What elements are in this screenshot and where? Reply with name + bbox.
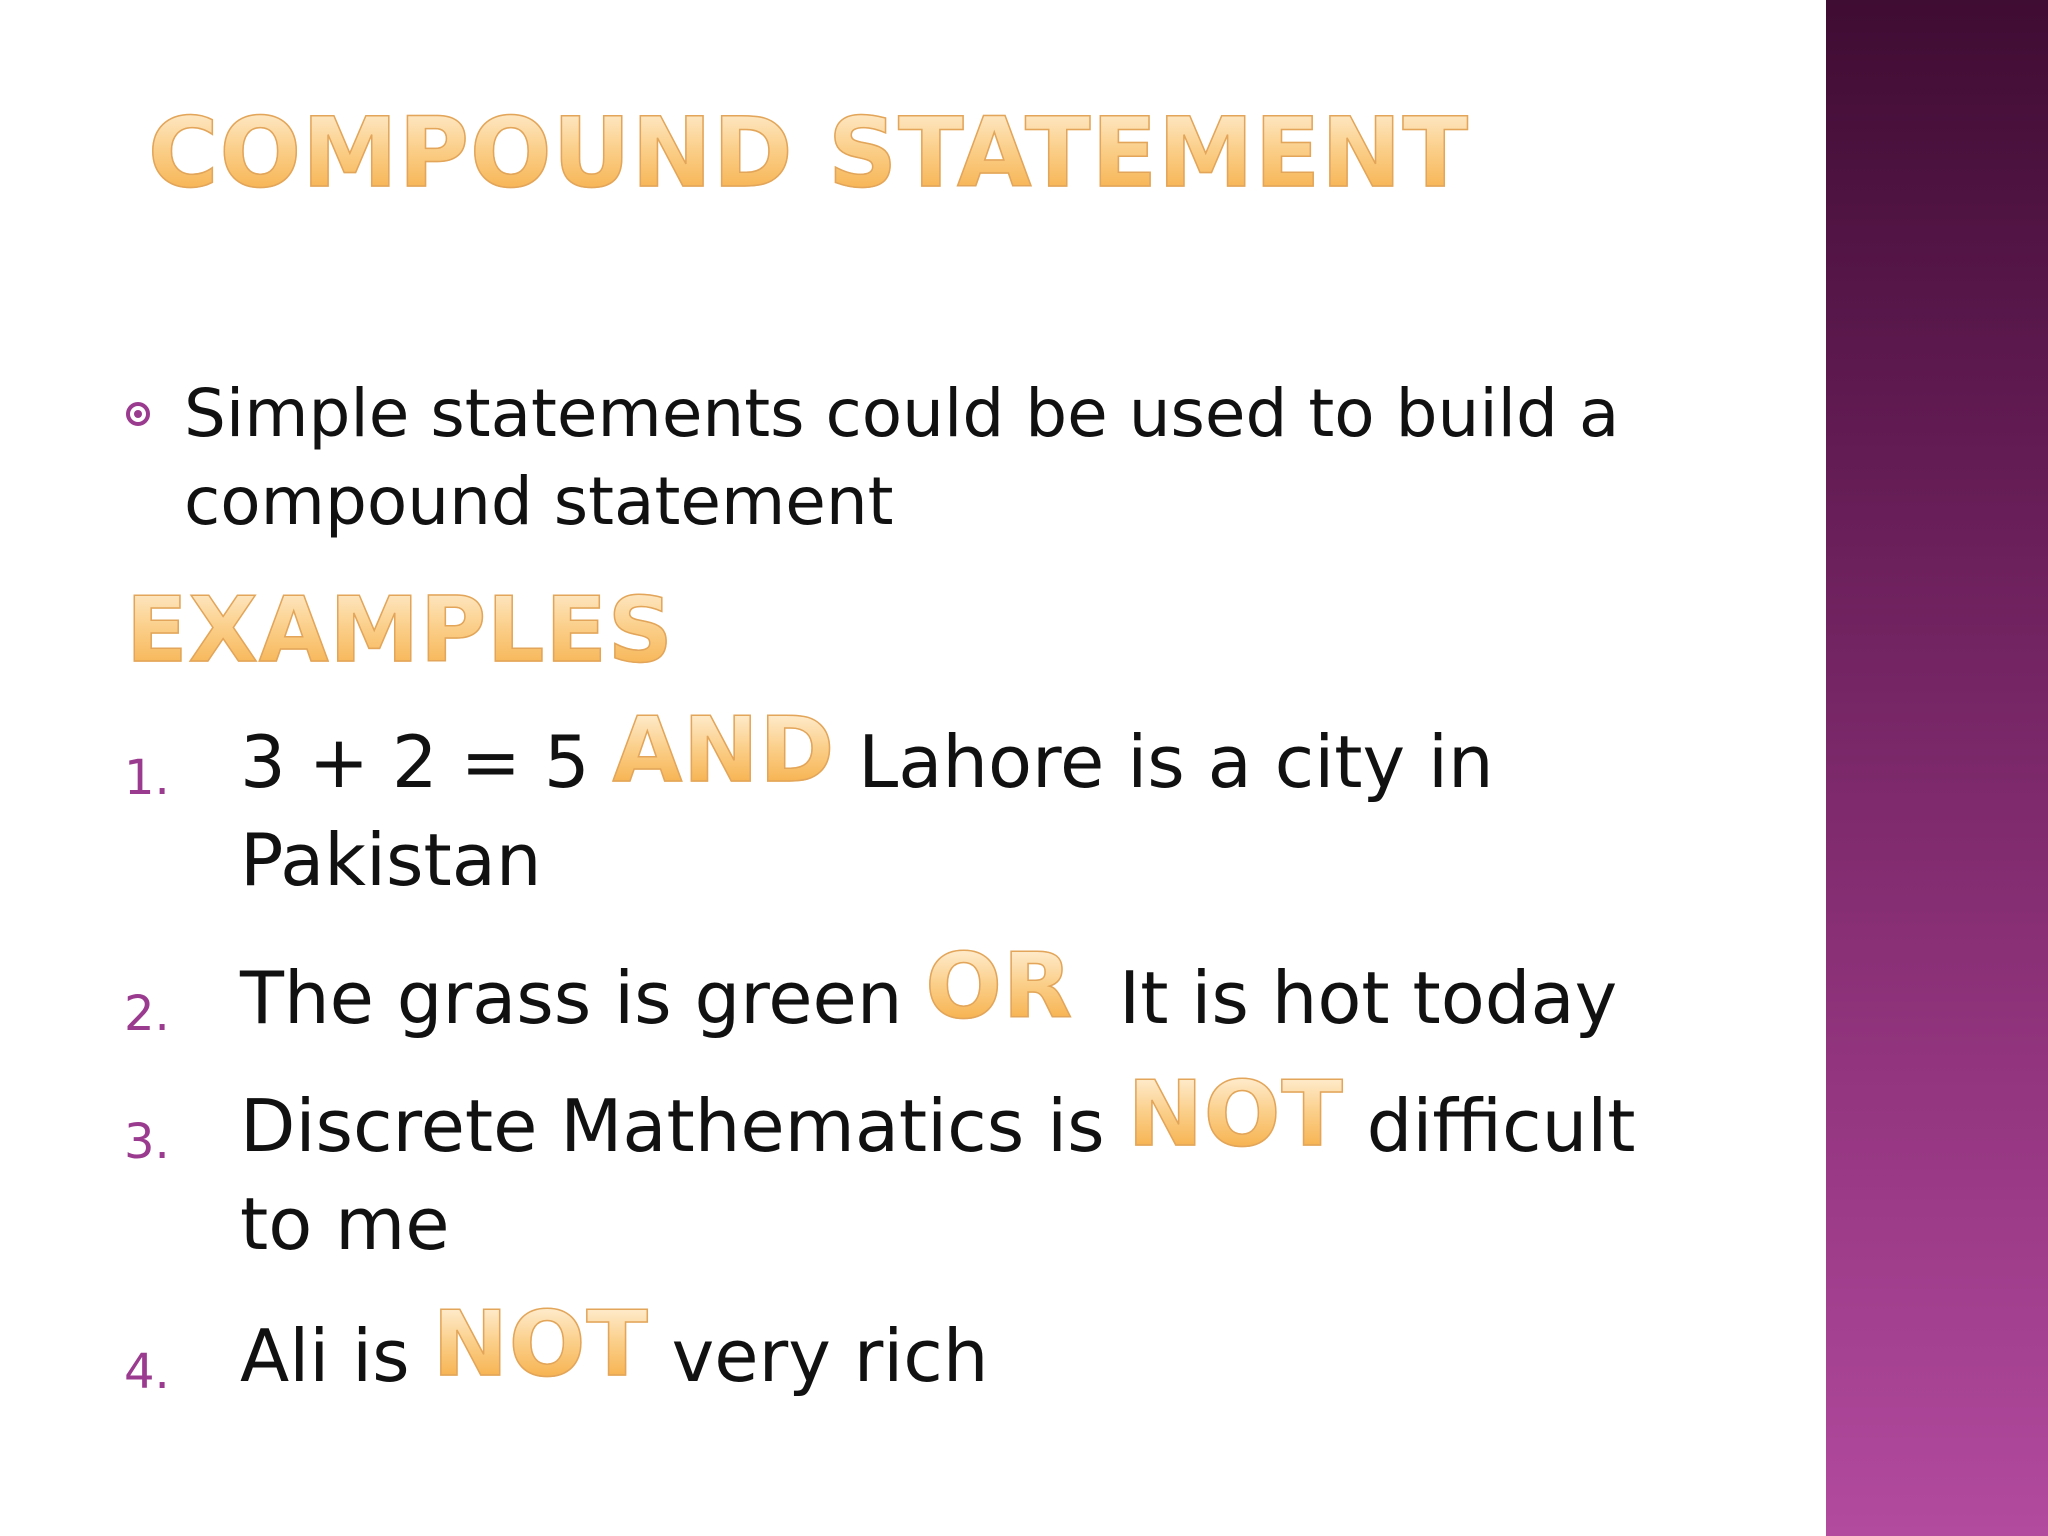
example-keyword: OR: [925, 934, 1074, 1039]
example-text: [240, 1062, 1680, 1273]
example-keyword: AND: [612, 698, 836, 803]
example-text-after: It is hot today: [1073, 956, 1618, 1040]
decorative-side-panel: [1826, 0, 2048, 1536]
example-text: [240, 698, 1680, 909]
slide-title: COMPOUND STATEMENT: [148, 97, 1469, 209]
example-text-before: 3 + 2 = 5: [240, 720, 613, 804]
example-number: 4.: [124, 1344, 170, 1400]
example-text-after: difficult to me: [240, 1084, 1636, 1266]
example-number: 2.: [124, 986, 170, 1042]
example-text-before: The grass is green: [240, 956, 926, 1040]
example-text-before: Ali is: [240, 1314, 433, 1398]
example-text-before: Discrete Mathematics is: [240, 1084, 1128, 1168]
example-text: [240, 934, 1680, 1047]
example-text-after: very rich: [648, 1314, 989, 1398]
example-number: 1.: [124, 750, 170, 806]
example-number: 3.: [124, 1114, 170, 1170]
circled-dot-icon: [126, 402, 150, 426]
bullet-text: Simple statements could be used to build a compound statement: [184, 375, 1620, 540]
example-keyword: NOT: [432, 1292, 649, 1397]
examples-heading: EXAMPLES: [126, 576, 674, 686]
example-text: [240, 1292, 1680, 1405]
example-text-after: Lahore is a city in Pakistan: [240, 720, 1494, 902]
example-keyword: NOT: [1127, 1062, 1344, 1167]
